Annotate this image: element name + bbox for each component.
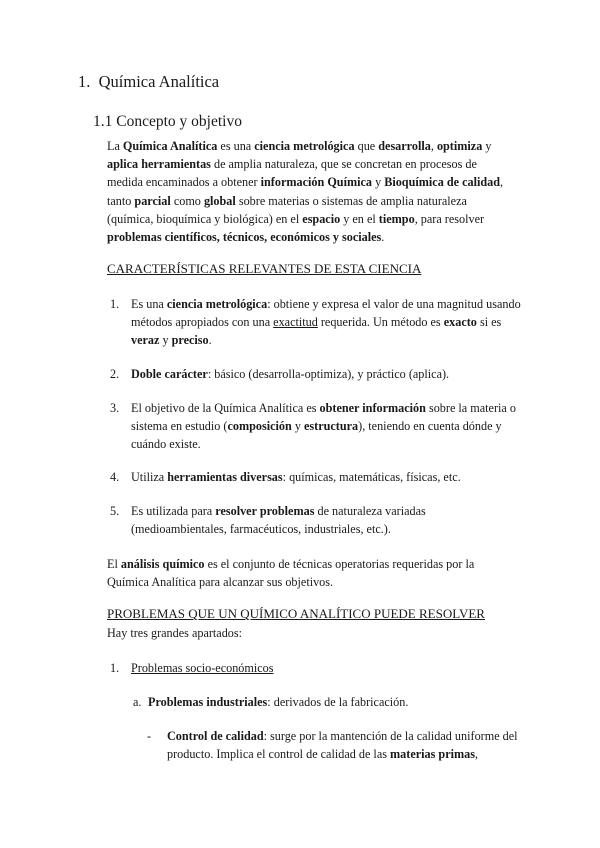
heading-1-number: 1. [78,72,91,91]
analysis-paragraph: El análisis químico es el conjunto de técnicas operatorias requeridas por la Química Analítica para alcanzar sus objetivos. [107,557,475,590]
intro-paragraph: La Química Analítica es una ciencia metrológica que desarrolla, optimiza y aplica herramientas de amplia naturaleza, que se concretan en procesos de medida encaminados a obtener información Química y Bioquímica de calidad, tanto parcial como global sobre materias o sistemas de amplia naturaleza (química, bioquímica y biológica) en el espacio y en el tiempo, para resolver problemas científicos, técnicos, económicos y sociales. [107,139,504,245]
heading-2-number: 1.1 [93,113,113,130]
section-characteristics-title: CARACTERÍSTICAS RELEVANTES DE ESTA CIENCIA [107,261,422,276]
section-problems-title: PROBLEMAS QUE UN QUÍMICO ANALÍTICO PUEDE RESOLVER [107,606,485,621]
heading-2 [93,113,242,131]
document-page: 1. Química Analítica 1.1 Concepto y objetivo La Química Analítica es una ciencia metrológica que desarrolla, optimiza y aplica herramientas de amplia naturaleza, que se concretan en procesos de medida encaminados a obtener información Química y Bioquímica de calidad, tanto parcial como global sobre materias o sistemas de amplia naturaleza (química, bioquímica y biológica) en el espacio y en el tiempo, para resolver problemas científicos, técnicos, económicos y sociales. CARACTERÍSTICAS RELEVANTES DE ESTA CIENCIA 1. Es una ciencia metrológica: obtiene y expresa el valor de una magnitud usando métodos apropiados con una exactitud requerida. Un método es exacto si es veraz y preciso. 2. Doble carácter: básico (desarrolla-optimiza), y práctico (aplica). 3. El objetivo de la Química Analítica es obtener información sobre la materia o sistema en estudio (composición y estructura), teniendo en cuenta dónde y cuándo existe. 4. Utiliza herramientas diversas: químicas, matemáticas, físicas, etc. 5. Es utilizada para resolver problemas de naturaleza variadas (medioambientales, farmacéuticos, industriales, etc.). El análisis químico es el conjunto de técnicas operatorias requeridas por la Química Analítica para alcanzar sus objetivos. PROBLEMAS QUE UN QUÍMICO ANALÍTICO PUEDE RESOLVER Hay tres grandes apartados: 1. Problemas socio-económicos a. Problemas industriales: derivados de la fabricación. - Control de calidad: surge por la mantención de la calidad uniforme del producto. Implica el control de calidad de las materias primas, [78,72,521,762]
heading-1 [78,72,219,92]
heading-1-title: Química Analítica [98,72,220,91]
section-problems-subtitle: Hay tres grandes apartados: [107,626,243,640]
heading-2-title: Concepto y objetivo [116,113,242,130]
